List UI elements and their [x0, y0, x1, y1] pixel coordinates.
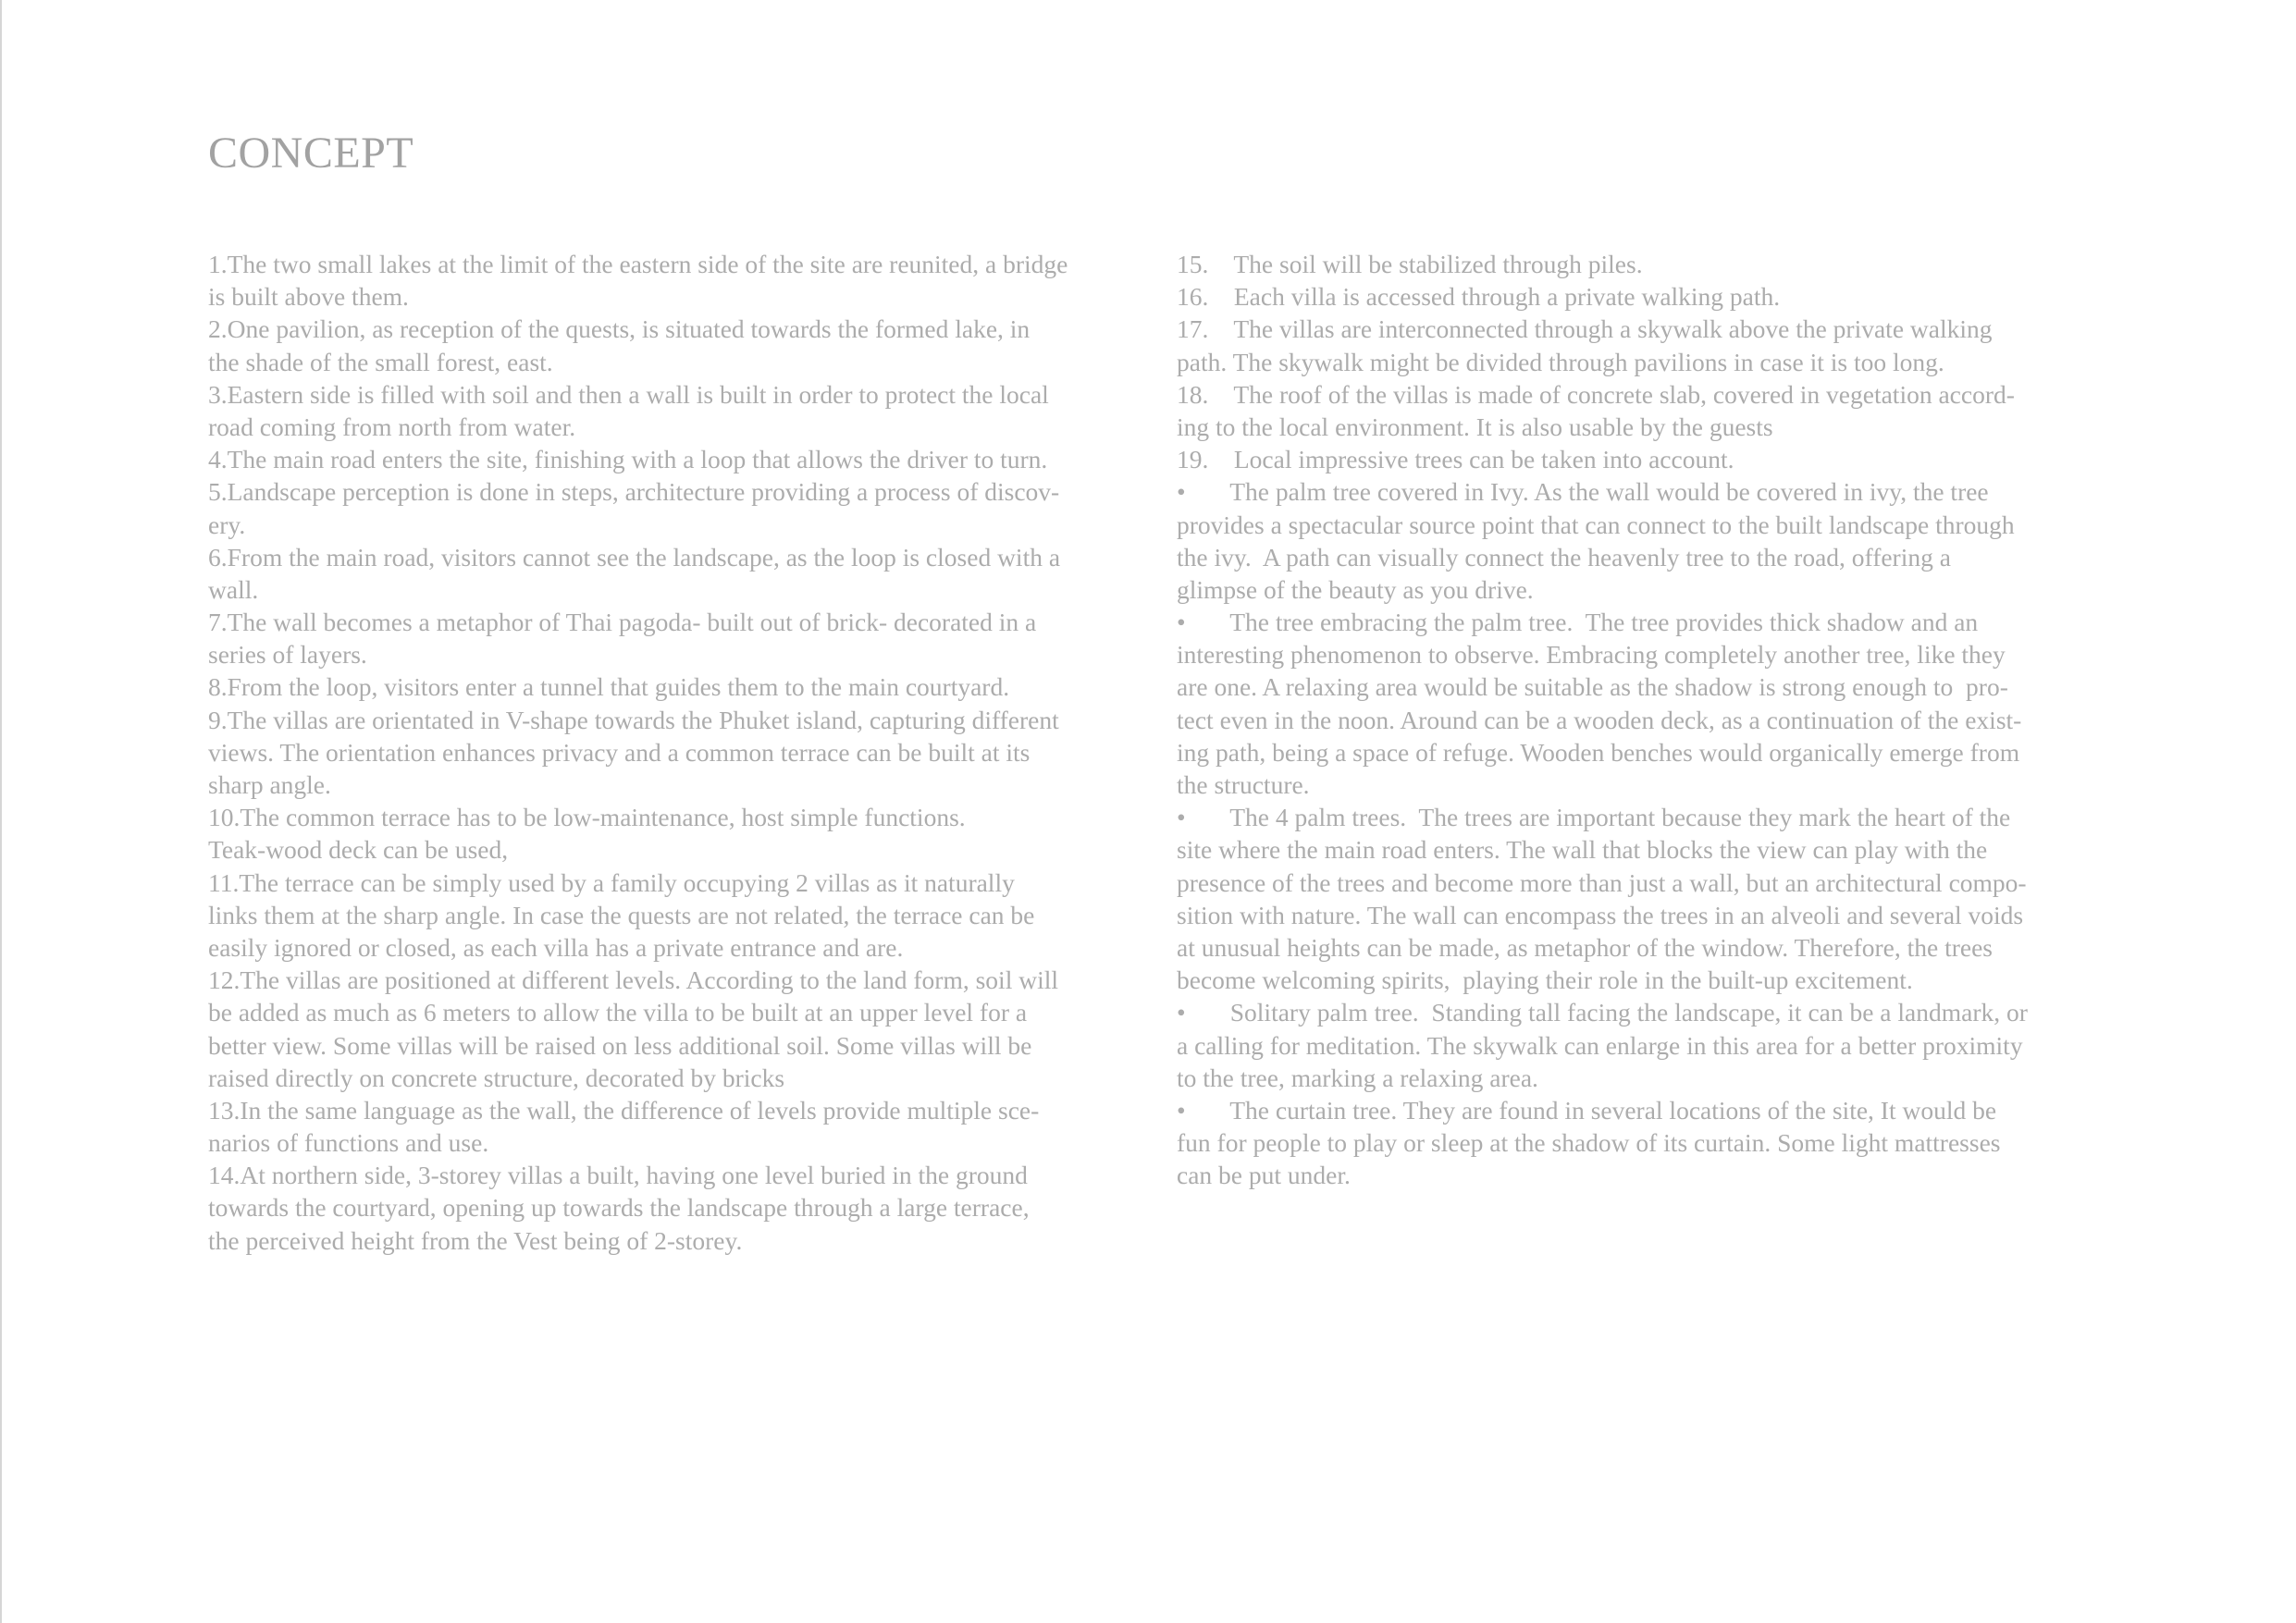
text-line: sharp angle. [208, 770, 331, 799]
text-line: Teak-wood deck can be used, [208, 835, 509, 865]
text-line: 12.The villas are positioned at different levels. According to the land form, soil will [208, 965, 1058, 995]
text-line: narios of functions and use. [208, 1128, 489, 1158]
text-line: road coming from north from water. [208, 412, 576, 441]
text-line: 18. The roof of the villas is made of concrete slab, covered in vegetation accord- [1177, 379, 2015, 409]
left-text-column [208, 248, 1131, 1257]
text-line: the ivy. A path can visually connect the heavenly tree to the road, offering a [1177, 542, 1951, 572]
text-line: • The curtain tree. They are found in several locations of the site, It would be [1177, 1095, 1997, 1125]
text-line: glimpse of the beauty as you drive. [1177, 574, 1534, 604]
text-line: wall. [208, 574, 259, 604]
text-line: at unusual heights can be made, as metaphor of the window. Therefore, the trees [1177, 932, 1993, 962]
text-line: 14.At northern side, 3-storey villas a built, having one level buried in the ground [208, 1161, 1028, 1190]
text-line: interesting phenomenon to observe. Embracing completely another tree, like they [1177, 640, 2006, 670]
page-edge [0, 0, 2, 1623]
text-line: ery. [208, 510, 246, 539]
text-line: links them at the sharp angle. In case the quests are not related, the terrace can be [208, 900, 1035, 929]
text-line: ing path, being a space of refuge. Wooden benches would organically emerge from [1177, 737, 2020, 767]
text-line: raised directly on concrete structure, decorated by bricks [208, 1063, 785, 1092]
text-line: tect even in the noon. Around can be a wooden deck, as a continuation of the exist- [1177, 705, 2022, 734]
text-line: a calling for meditation. The skywalk can enlarge in this area for a better proximity [1177, 1030, 2023, 1060]
text-line: 7.The wall becomes a metaphor of Thai pagoda- built out of brick- decorated in a [208, 608, 1037, 637]
text-line: • Solitary palm tree. Standing tall facing the landscape, it can be a landmark, or [1177, 998, 2028, 1027]
text-line: views. The orientation enhances privacy and a common terrace can be built at its [208, 737, 1031, 767]
text-line: 9.The villas are orientated in V-shape towards the Phuket island, capturing different [208, 705, 1059, 734]
text-line: • The 4 palm trees. The trees are important because they mark the heart of the [1177, 803, 2011, 832]
text-line: towards the courtyard, opening up towards the landscape through a large terrace, [208, 1193, 1030, 1223]
page-title: CONCEPT [208, 129, 414, 178]
text-line: 2.One pavilion, as reception of the quests, is situated towards the formed lake, in [208, 314, 1031, 344]
text-line: site where the main road enters. The wall that blocks the view can play with the [1177, 835, 1988, 865]
text-line: 15. The soil will be stabilized through piles. [1177, 250, 1643, 278]
text-line: 3.Eastern side is filled with soil and then a wall is built in order to protect the local [208, 379, 1049, 409]
text-line: 5.Landscape perception is done in steps, architecture providing a process of discov- [208, 477, 1060, 507]
text-line: 13.In the same language as the wall, the difference of levels provide multiple sce- [208, 1095, 1040, 1125]
text-line: sition with nature. The wall can encompass the trees in an alveoli and several voids [1177, 900, 2024, 929]
text-line: to the tree, marking a relaxing area. [1177, 1063, 1538, 1092]
text-line: the perceived height from the Vest being of 2-storey. [208, 1225, 743, 1255]
text-line: are one. A relaxing area would be suitable as the shadow is strong enough to pro- [1177, 672, 2008, 702]
text-line: ing to the local environment. It is also usable by the guests [1177, 412, 1773, 441]
text-line: provides a spectacular source point that can connect to the built landscape through [1177, 510, 2015, 539]
text-line: • The tree embracing the palm tree. The tree provides thick shadow and an [1177, 608, 1979, 637]
text-line: 1.The two small lakes at the limit of the eastern side of the site are reunited, a bridge [208, 250, 1068, 278]
text-line: the structure. [1177, 770, 1310, 799]
text-line: better view. Some villas will be raised on less additional soil. Some villas will be [208, 1030, 1032, 1060]
text-line: become welcoming spirits, playing their role in the built-up excitement. [1177, 965, 1913, 995]
text-line: presence of the trees and become more than just a wall, but an architectural compo- [1177, 867, 2027, 897]
text-line: easily ignored or closed, as each villa has a private entrance and are. [208, 932, 904, 962]
text-line: series of layers. [208, 640, 367, 670]
right-text-column [1177, 248, 2092, 1191]
text-line: 16. Each villa is accessed through a private walking path. [1177, 282, 1781, 312]
text-line: be added as much as 6 meters to allow the villa to be built at an upper level for a [208, 998, 1028, 1027]
text-line: fun for people to play or sleep at the shadow of its curtain. Some light mattresses [1177, 1128, 2001, 1158]
text-line: the shade of the small forest, east. [208, 347, 553, 376]
text-line: 8.From the loop, visitors enter a tunnel that guides them to the main courtyard. [208, 672, 1010, 702]
text-line: 19. Local impressive trees can be taken into account. [1177, 445, 1734, 474]
text-line: 17. The villas are interconnected through a skywalk above the private walking [1177, 314, 1993, 344]
text-line: can be put under. [1177, 1161, 1351, 1190]
text-line: 6.From the main road, visitors cannot see the landscape, as the loop is closed with a [208, 542, 1061, 572]
text-line: • The palm tree covered in Ivy. As the wall would be covered in ivy, the tree [1177, 477, 1989, 507]
text-line: path. The skywalk might be divided through pavilions in case it is too long. [1177, 347, 1944, 376]
text-line: 10.The common terrace has to be low-maintenance, host simple functions. [208, 803, 966, 832]
text-line: 11.The terrace can be simply used by a family occupying 2 villas as it naturally [208, 867, 1015, 897]
text-line: is built above them. [208, 282, 409, 312]
text-line: 4.The main road enters the site, finishing with a loop that allows the driver to turn. [208, 445, 1048, 474]
